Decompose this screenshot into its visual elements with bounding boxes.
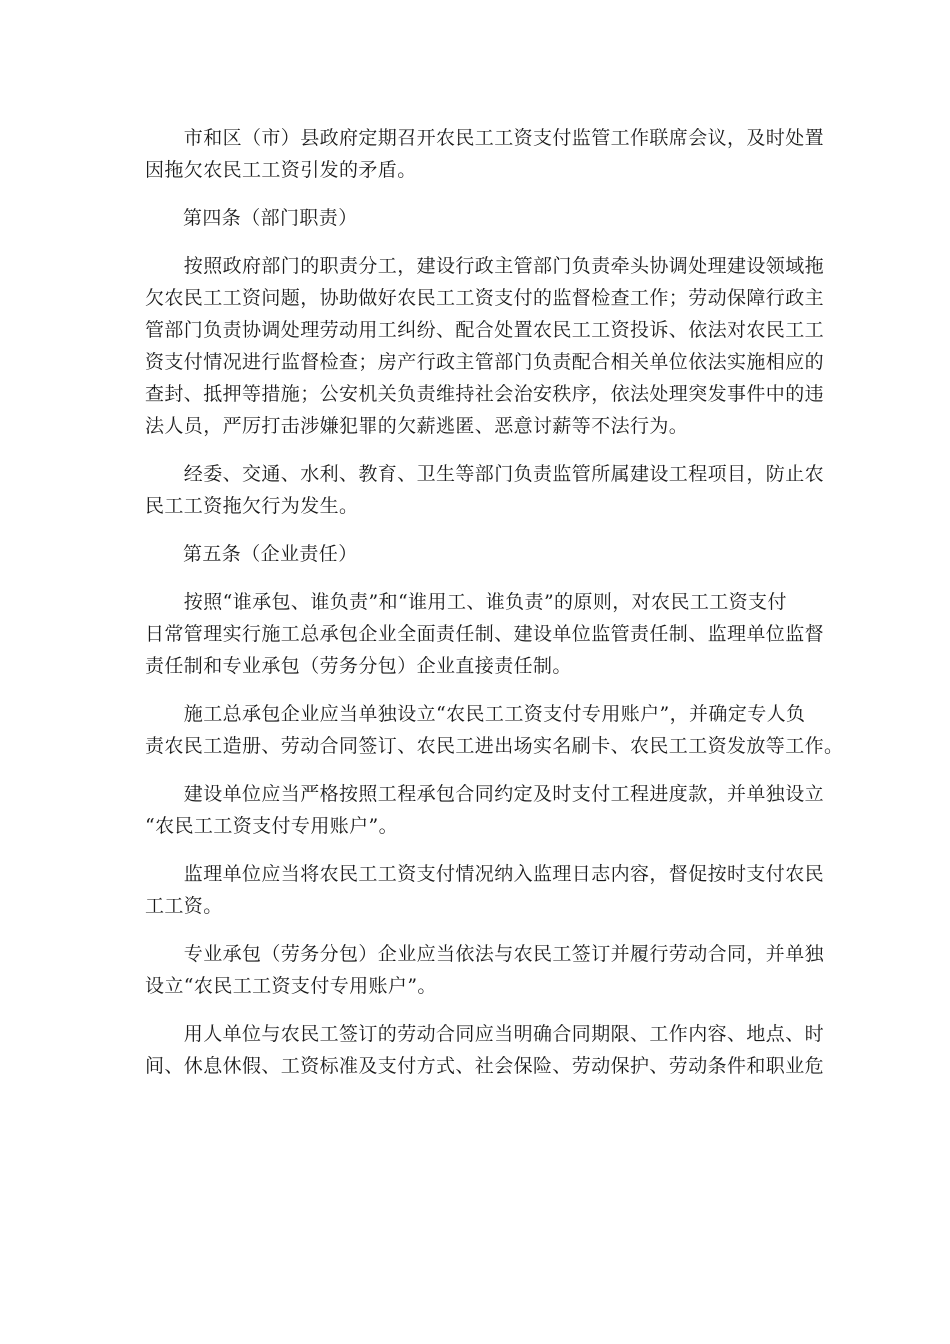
text-line: 施工总承包企业应当单独设立“农民工工资支付专用账户”，并确定专人负 [145, 703, 806, 725]
text-line: 法人员，严厉打击涉嫌犯罪的欠薪逃匿、恶意讨薪等不法行为。 [145, 415, 689, 437]
text-line: 查封、抵押等措施；公安机关负责维持社会治安秩序，依法处理突发事件中的违 [145, 383, 825, 405]
text-line: 经委、交通、水利、教育、卫生等部门负责监管所属建设工程项目，防止农 [145, 463, 825, 485]
body-paragraph [145, 586, 825, 682]
body-paragraph [145, 1018, 825, 1082]
body-paragraph [145, 250, 825, 442]
text-line: 日常管理实行施工总承包企业全面责任制、建设单位监管责任制、监理单位监督 [145, 623, 825, 645]
body-paragraph [145, 698, 844, 762]
article-heading: 第四条（部门职责） [183, 207, 358, 229]
text-line: 设立“农民工工资支付专用账户”。 [145, 975, 437, 997]
text-line: 专业承包（劳务分包）企业应当依法与农民工签订并履行劳动合同，并单独 [145, 943, 825, 965]
body-paragraph [145, 778, 825, 842]
body-paragraph [145, 122, 825, 186]
text-line: 间、休息休假、工资标准及支付方式、社会保险、劳动保护、劳动条件和职业危 [145, 1055, 825, 1077]
text-line: “农民工工资支付专用账户”。 [145, 815, 399, 837]
text-line: 欠农民工工资问题，协助做好农民工工资支付的监督检查工作；劳动保障行政主 [145, 287, 825, 309]
text-line: 监理单位应当将农民工工资支付情况纳入监理日志内容，督促按时支付农民 [145, 863, 825, 885]
text-line: 按照政府部门的职责分工，建设行政主管部门负责牵头协调处理建设领域拖 [145, 255, 825, 277]
text-line: 按照“谁承包、谁负责”和“谁用工、谁负责”的原则，对农民工工资支付 [145, 591, 787, 613]
text-line: 因拖欠农民工工资引发的矛盾。 [145, 159, 417, 181]
text-line: 责任制和专业承包（劳务分包）企业直接责任制。 [145, 655, 572, 677]
text-line: 管部门负责协调处理劳动用工纠纷、配合处置农民工工资投诉、依法对农民工工 [145, 319, 825, 341]
document-page [145, 122, 844, 1098]
body-paragraph [145, 938, 825, 1002]
text-line: 市和区（市）县政府定期召开农民工工资支付监管工作联席会议，及时处置 [145, 127, 825, 149]
body-paragraph [145, 858, 825, 922]
text-line: 资支付情况进行监督检查；房产行政主管部门负责配合相关单位依法实施相应的 [145, 351, 825, 373]
text-line: 工工资。 [145, 895, 223, 917]
text-line: 用人单位与农民工签订的劳动合同应当明确合同期限、工作内容、地点、时 [145, 1023, 825, 1045]
text-line: 建设单位应当严格按照工程承包合同约定及时支付工程进度款，并单独设立 [145, 783, 825, 805]
body-paragraph [145, 458, 825, 522]
article-heading: 第五条（企业责任） [183, 543, 358, 565]
text-line: 民工工资拖欠行为发生。 [145, 495, 359, 517]
text-line: 责农民工造册、劳动合同签订、农民工进出场实名刷卡、农民工工资发放等工作。 [145, 735, 844, 757]
